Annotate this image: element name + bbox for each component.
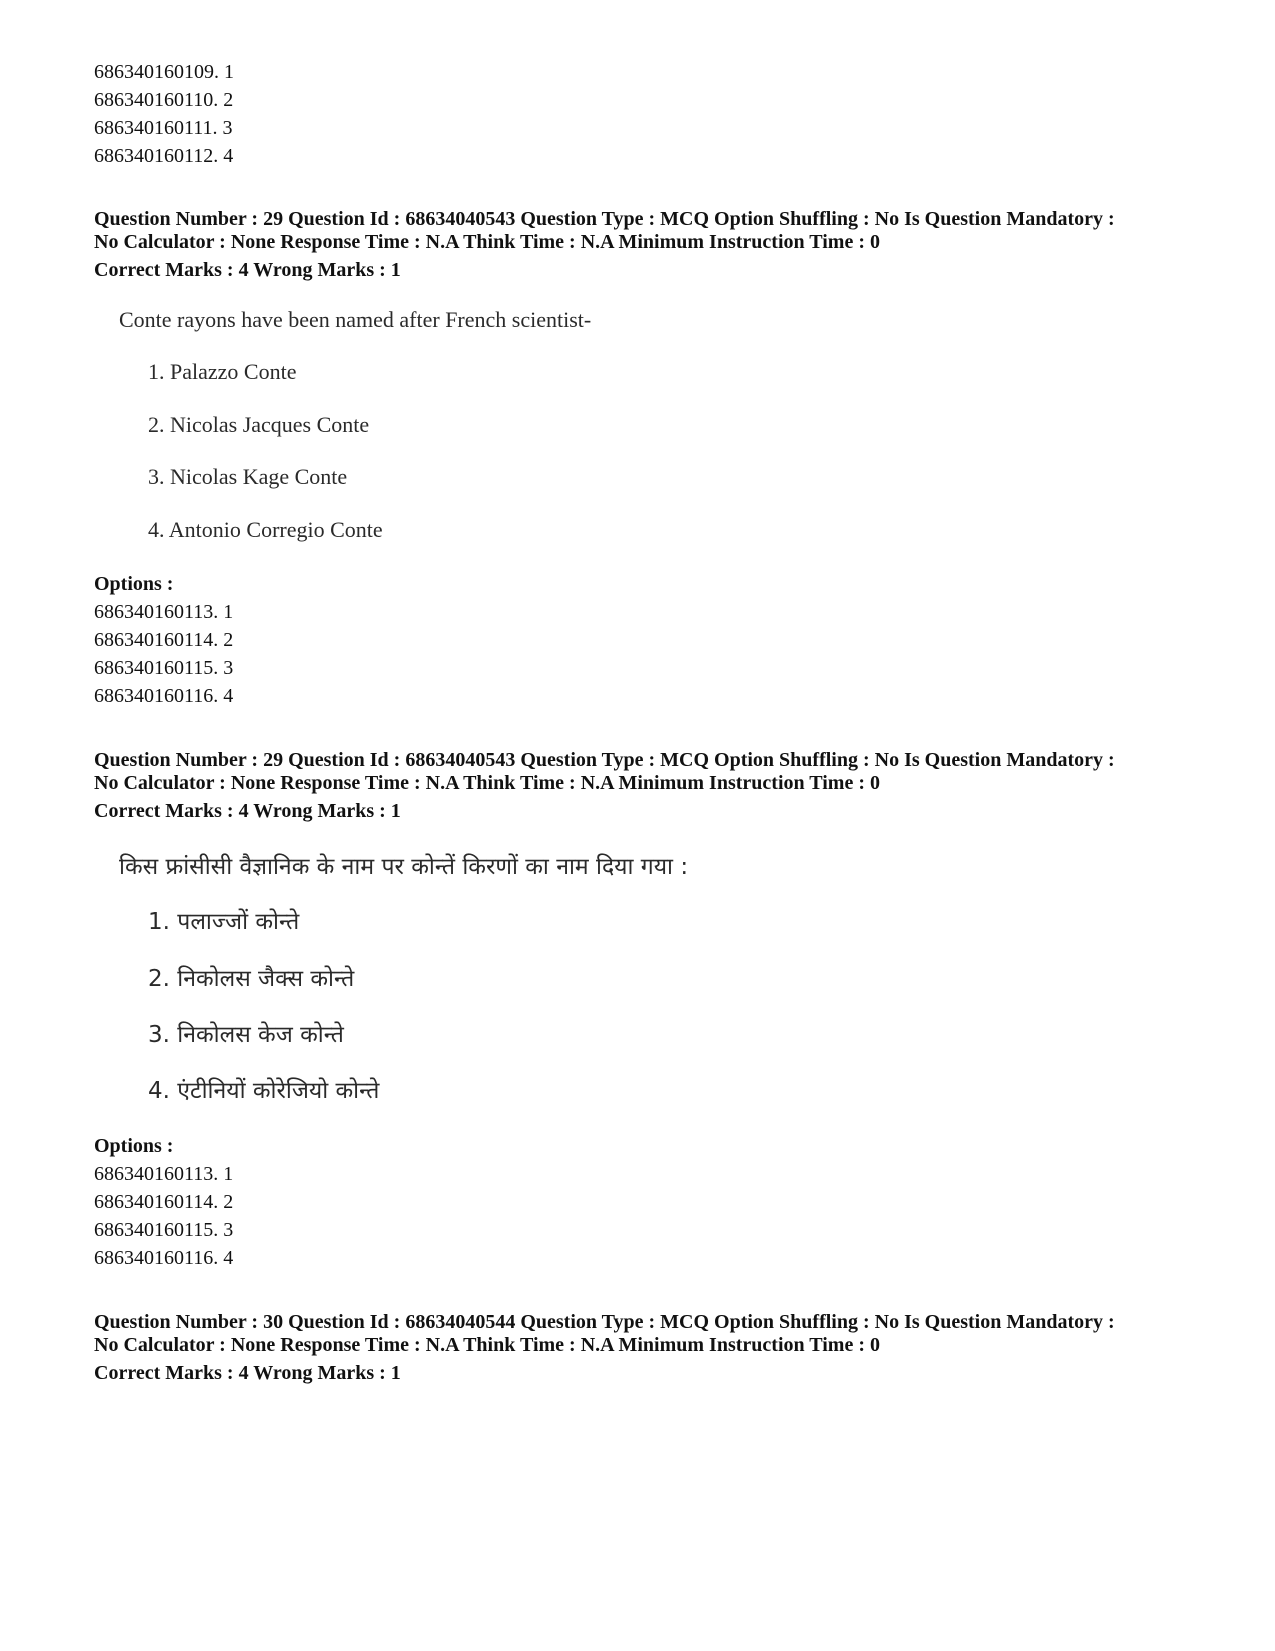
question-choice: 4. Antonio Corregio Conte <box>148 517 383 542</box>
question-choice: 2. Nicolas Jacques Conte <box>148 412 370 437</box>
option-id-line: 686340160116. 4 <box>94 685 234 707</box>
option-id-line: 686340160113. 1 <box>94 601 234 623</box>
option-id-line: 686340160116. 4 <box>94 1247 234 1269</box>
question-choice: 1. पलाज्जों कोन्ते <box>148 909 300 935</box>
question-header-line2: No Calculator : None Response Time : N.A Think Time : N.A Minimum Instruction Time : 0 <box>94 1334 880 1356</box>
question-header-line1: Question Number : 29 Question Id : 68634040543 Question Type : MCQ Option Shuffling : No Is Question Mandatory : <box>94 749 1115 771</box>
question-choice: 2. निकोलस जैक्स कोन्ते <box>148 966 355 992</box>
question-header-line1: Question Number : 30 Question Id : 68634040544 Question Type : MCQ Option Shuffling : No Is Question Mandatory : <box>94 1311 1115 1333</box>
option-id-line: 686340160114. 2 <box>94 629 234 651</box>
question-marks: Correct Marks : 4 Wrong Marks : 1 <box>94 259 401 281</box>
option-id-line: 686340160112. 4 <box>94 145 234 167</box>
option-id-line: 686340160115. 3 <box>94 657 234 679</box>
option-id-line: 686340160115. 3 <box>94 1219 234 1241</box>
options-label: Options : <box>94 573 174 595</box>
question-header-line2: No Calculator : None Response Time : N.A Think Time : N.A Minimum Instruction Time : 0 <box>94 772 880 794</box>
question-text: किस फ्रांसीसी वैज्ञानिक के नाम पर कोन्तें किरणों का नाम दिया गया : <box>119 854 689 880</box>
question-choice: 3. निकोलस केज कोन्ते <box>148 1022 344 1048</box>
option-id-line: 686340160114. 2 <box>94 1191 234 1213</box>
option-id-line: 686340160111. 3 <box>94 117 233 139</box>
question-choice: 1. Palazzo Conte <box>148 359 297 384</box>
option-id-line: 686340160110. 2 <box>94 89 234 111</box>
option-id-line: 686340160109. 1 <box>94 61 234 83</box>
question-header-line1: Question Number : 29 Question Id : 68634040543 Question Type : MCQ Option Shuffling : No Is Question Mandatory : <box>94 208 1115 230</box>
question-marks: Correct Marks : 4 Wrong Marks : 1 <box>94 800 401 822</box>
question-choice: 3. Nicolas Kage Conte <box>148 464 348 489</box>
question-text: Conte rayons have been named after French scientist- <box>119 307 592 332</box>
option-id-line: 686340160113. 1 <box>94 1163 234 1185</box>
options-label: Options : <box>94 1135 174 1157</box>
question-marks: Correct Marks : 4 Wrong Marks : 1 <box>94 1362 401 1384</box>
question-header-line2: No Calculator : None Response Time : N.A Think Time : N.A Minimum Instruction Time : 0 <box>94 231 880 253</box>
question-choice: 4. एंटीनियों कोरेजियो कोन्ते <box>148 1078 380 1104</box>
